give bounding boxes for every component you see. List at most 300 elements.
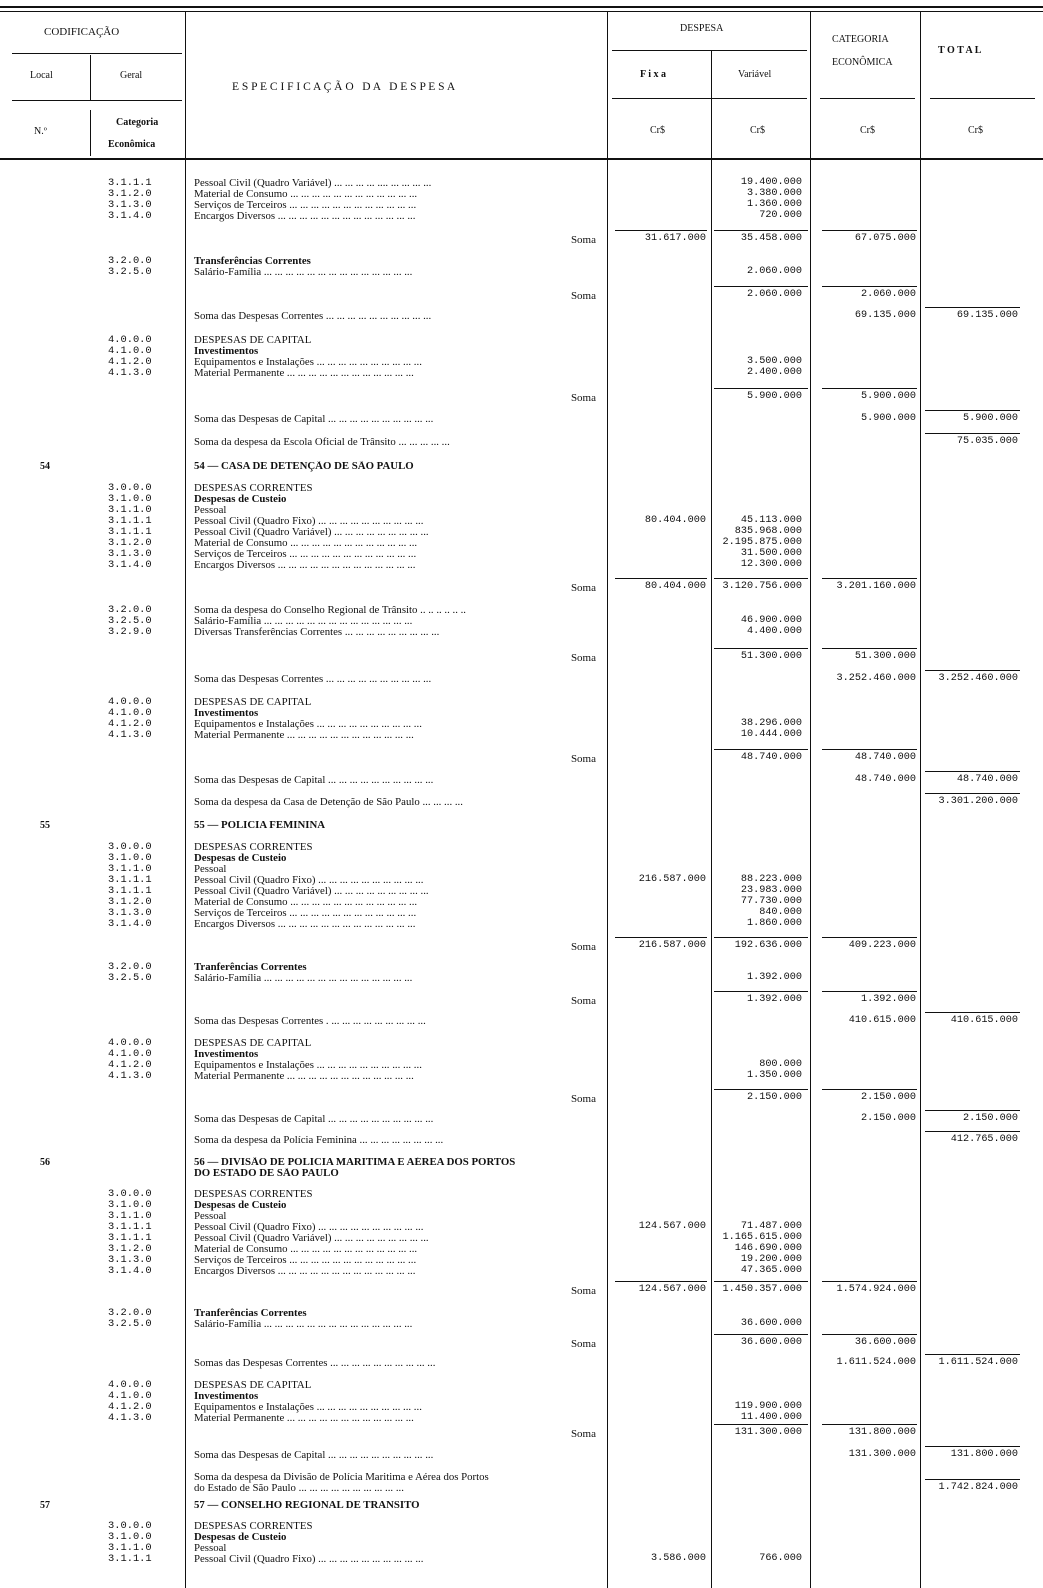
subtotal-rule	[822, 230, 917, 231]
rule-local-geral-2	[90, 110, 91, 156]
expense-description: Investimentos	[194, 346, 259, 357]
expense-description: Pessoal Civil (Quadro Fixo) ... ... ... ... ... ... ... ... ... ...	[194, 1222, 424, 1233]
fixa-value: 80.404.000	[644, 581, 706, 592]
header-bottom-rule	[0, 158, 1043, 160]
expense-description: Pessoal Civil (Quadro Fixo) ... ... ... ... ... ... ... ... ... ...	[194, 875, 424, 886]
variavel-value: 77.730.000	[740, 896, 802, 907]
categoria-economica-value: 5.900.000	[860, 391, 916, 402]
expense-description: Investimentos	[194, 708, 259, 719]
variavel-value: 840.000	[759, 907, 802, 918]
subtotal-rule	[714, 1089, 808, 1090]
despesa-heading: DESPESA	[680, 23, 724, 34]
fixa-label: F i x a	[640, 69, 667, 80]
economic-category-code: 3.1.0.0	[108, 1531, 152, 1543]
categoria-economica-value: 67.075.000	[854, 233, 916, 244]
economic-category-code: 4.1.0.0	[108, 707, 152, 719]
economic-category-code: 3.1.4.0	[108, 210, 152, 222]
variavel-value: 2.195.875.000	[722, 537, 802, 548]
economic-category-code: 4.1.3.0	[108, 1412, 152, 1424]
especificacao-heading: E S P E C I F I C A Ç Ã O D A D E S P E S A	[232, 81, 456, 93]
subtotal-rule	[714, 648, 808, 649]
expense-description: Somas das Despesas Correntes ... ... ... ... ... ... ... ... ... ...	[194, 1358, 436, 1369]
economic-category-code: 4.1.2.0	[108, 1059, 152, 1071]
variavel-value: 12.300.000	[740, 559, 802, 570]
economic-category-code: 3.1.3.0	[108, 907, 152, 919]
expense-description: Pessoal Civil (Quadro Variável) ... ... ... ... .... ... ... ... ...	[194, 178, 432, 189]
expense-description: Pessoal	[194, 505, 227, 516]
economic-category-code: 4.0.0.0	[108, 1379, 152, 1391]
expense-description: Equipamentos e Instalações ... ... ... ... ... ... ... ... ... ...	[194, 357, 422, 368]
variavel-value: 1.392.000	[746, 994, 802, 1005]
variavel-value: 46.900.000	[740, 615, 802, 626]
no-label: N.º	[34, 126, 47, 137]
expense-description: Pessoal Civil (Quadro Variável) ... ... ... ... ... ... ... ... ...	[194, 1233, 429, 1244]
variavel-value: 71.487.000	[740, 1221, 802, 1232]
subtotal-rule	[714, 230, 808, 231]
expense-description: Salário-Família ... ... ... ... ... ... ... ... ... ... ... ... ... ...	[194, 1319, 413, 1330]
expense-description: Soma das Despesas de Capital ... ... ... ... ... ... ... ... ... ...	[194, 775, 434, 786]
expense-description: Despesas de Custeio	[194, 853, 287, 864]
categoria-economica-value: 48.740.000	[854, 774, 916, 785]
expense-description: Tranferências Correntes	[194, 1308, 307, 1319]
total-rule-line	[925, 1479, 1020, 1480]
variavel-value: 10.444.000	[740, 729, 802, 740]
total-value: 1.611.524.000	[938, 1357, 1018, 1368]
expense-description: DESPESAS DE CAPITAL	[194, 1038, 312, 1049]
unit-number: 55	[40, 820, 50, 831]
total-rule-line	[925, 670, 1020, 671]
economic-category-code: 3.1.1.0	[108, 863, 152, 875]
subtotal-rule	[615, 937, 707, 938]
categoria-economica-value: 3.252.460.000	[836, 673, 916, 684]
variavel-value: 4.400.000	[746, 626, 802, 637]
expense-description: do Estado de São Paulo ... ... ... ... ... ... ... ... ... ...	[194, 1483, 404, 1494]
cat-rule	[820, 98, 915, 99]
expense-description: Pessoal	[194, 1543, 227, 1554]
categoria-economica-value: 131.800.000	[848, 1427, 916, 1438]
economic-category-code: 3.0.0.0	[108, 1520, 152, 1532]
expense-description: DESPESAS DE CAPITAL	[194, 697, 312, 708]
total-value: 75.035.000	[956, 436, 1018, 447]
expense-description: Salário-Família ... ... ... ... ... ... ... ... ... ... ... ... ... ...	[194, 616, 413, 627]
economic-category-code: 4.1.0.0	[108, 1390, 152, 1402]
subtotal-rule	[822, 648, 917, 649]
expense-description: 57 — CONSELHO REGIONAL DE TRANSITO	[194, 1500, 420, 1511]
total-rule	[930, 98, 1035, 99]
variavel-value: 2.060.000	[746, 266, 802, 277]
total-value: 48.740.000	[956, 774, 1018, 785]
expense-description: Serviços de Terceiros ... ... ... ... ... ... ... ... ... ... ... ...	[194, 200, 417, 211]
expense-description: Soma da despesa da Escola Oficial de Trânsito ... ... ... ... ...	[194, 437, 450, 448]
expense-description: Pessoal Civil (Quadro Variável) ... ... ... ... ... ... ... ... ...	[194, 527, 429, 538]
expense-description: Encargos Diversos ... ... ... ... ... ... ... ... ... ... ... ... ...	[194, 919, 416, 930]
soma-label: Soma	[570, 753, 596, 765]
variavel-value: 11.400.000	[740, 1412, 802, 1423]
economic-category-code: 3.0.0.0	[108, 482, 152, 494]
economic-category-code: 3.1.3.0	[108, 548, 152, 560]
economic-category-code: 3.1.3.0	[108, 199, 152, 211]
expense-description: Material de Consumo ... ... ... ... ... ... ... ... ... ... ... ...	[194, 538, 418, 549]
economic-category-code: 4.1.0.0	[108, 345, 152, 357]
economic-category-code: 3.2.5.0	[108, 1318, 152, 1330]
soma-label: Soma	[570, 652, 596, 664]
expense-description: DESPESAS CORRENTES	[194, 1521, 313, 1532]
expense-description: Material de Consumo ... ... ... ... ... ... ... ... ... ... ... ...	[194, 189, 418, 200]
variavel-value: 1.165.615.000	[722, 1232, 802, 1243]
expense-description: 56 — DIVISÃO DE POLICIA MARITIMA E AÉREA DOS PORTOS	[194, 1157, 516, 1168]
economic-category-code: 4.0.0.0	[108, 1037, 152, 1049]
expense-description: Material Permanente ... ... ... ... ... ... ... ... ... ... ... ...	[194, 368, 414, 379]
economic-category-code: 3.1.2.0	[108, 896, 152, 908]
expense-description: Soma da despesa da Divisão de Polícia Maritima e Aérea dos Portos	[194, 1472, 489, 1483]
economic-category-code: 3.1.1.1	[108, 526, 152, 538]
subtotal-rule	[822, 1089, 917, 1090]
expense-description: Soma das Despesas de Capital ... ... ... ... ... ... ... ... ... ...	[194, 1450, 434, 1461]
subtotal-rule	[714, 578, 808, 579]
expense-description: Soma das Despesas Correntes ... ... ... ... ... ... ... ... ... ...	[194, 311, 432, 322]
total-value: 2.150.000	[962, 1113, 1018, 1124]
variavel-value: 146.690.000	[734, 1243, 802, 1254]
top-rule	[0, 6, 1043, 8]
expense-description: Equipamentos e Instalações ... ... ... ... ... ... ... ... ... ...	[194, 1060, 422, 1071]
economic-category-code: 3.0.0.0	[108, 841, 152, 853]
fixa-value: 124.567.000	[638, 1221, 706, 1232]
variavel-value: 45.113.000	[740, 515, 802, 526]
total-value: 69.135.000	[956, 310, 1018, 321]
subtotal-rule	[822, 578, 917, 579]
expense-description: Material de Consumo ... ... ... ... ... ... ... ... ... ... ... ...	[194, 897, 418, 908]
rule-variavel-cat	[810, 11, 811, 1588]
economic-category-code: 3.2.5.0	[108, 266, 152, 278]
variavel-value: 36.600.000	[740, 1318, 802, 1329]
variavel-value: 35.458.000	[740, 233, 802, 244]
subtotal-rule	[822, 937, 917, 938]
categoria-economica-value: 69.135.000	[854, 310, 916, 321]
expense-description: Despesas de Custeio	[194, 1532, 287, 1543]
economic-category-code: 3.2.0.0	[108, 604, 152, 616]
economic-category-code: 4.1.2.0	[108, 1401, 152, 1413]
total-value: 410.615.000	[950, 1015, 1018, 1026]
variavel-label: Variável	[738, 69, 772, 80]
variavel-value: 2.400.000	[746, 367, 802, 378]
codif-rule	[12, 53, 182, 54]
categoria-economica-value: 1.611.524.000	[836, 1357, 916, 1368]
total-value: 1.742.824.000	[938, 1482, 1018, 1493]
despesa-rule	[612, 50, 807, 51]
total-rule-line	[925, 1446, 1020, 1447]
economic-category-code: 4.1.3.0	[108, 729, 152, 741]
rule-local-geral	[90, 55, 91, 101]
economic-category-code: 3.1.4.0	[108, 559, 152, 571]
currency-variavel: Cr$	[750, 125, 765, 136]
expense-description: Material de Consumo ... ... ... ... ... ... ... ... ... ... ... ...	[194, 1244, 418, 1255]
categoria-economica-value: 1.574.924.000	[836, 1284, 916, 1295]
categoria-economica-value: 2.150.000	[860, 1092, 916, 1103]
categoria-economica-label-2: ECONÔMICA	[832, 57, 893, 68]
economic-category-code: 3.1.1.1	[108, 1232, 152, 1244]
subtotal-rule	[714, 286, 808, 287]
subtotal-rule	[822, 1334, 917, 1335]
categoria-economica-value: 36.600.000	[854, 1337, 916, 1348]
variavel-value: 48.740.000	[740, 752, 802, 763]
variavel-value: 192.636.000	[734, 940, 802, 951]
currency-fixa: Cr$	[650, 125, 665, 136]
economic-category-code: 4.0.0.0	[108, 696, 152, 708]
categoria-economica-value: 5.900.000	[860, 413, 916, 424]
soma-label: Soma	[570, 1338, 596, 1350]
expense-description: Diversas Transferências Correntes ... ... ... ... ... ... ... ... ...	[194, 627, 440, 638]
expense-description: DESPESAS CORRENTES	[194, 1189, 313, 1200]
economic-category-code: 4.1.2.0	[108, 718, 152, 730]
subtotal-rule	[822, 991, 917, 992]
fixa-value: 31.617.000	[644, 233, 706, 244]
variavel-value: 131.300.000	[734, 1427, 802, 1438]
total-value: 3.252.460.000	[938, 673, 1018, 684]
variavel-value: 19.400.000	[740, 177, 802, 188]
categoria-economica-value: 51.300.000	[854, 651, 916, 662]
variavel-value: 36.600.000	[740, 1337, 802, 1348]
expense-description: 54 — CASA DE DETENÇÃO DE SÃO PAULO	[194, 461, 414, 472]
economic-category-code: 3.1.2.0	[108, 1243, 152, 1255]
expense-description: Serviços de Terceiros ... ... ... ... ... ... ... ... ... ... ... ...	[194, 549, 417, 560]
fixa-value: 3.586.000	[650, 1553, 706, 1564]
economic-category-code: 3.1.1.0	[108, 1542, 152, 1554]
total-rule-line	[925, 1354, 1020, 1355]
economica-label: Econômica	[108, 139, 156, 150]
rule-codes-spec	[185, 11, 186, 1588]
expense-description: Salário-Família ... ... ... ... ... ... ... ... ... ... ... ... ... ...	[194, 973, 413, 984]
expense-description: Equipamentos e Instalações ... ... ... ... ... ... ... ... ... ...	[194, 719, 422, 730]
economic-category-code: 3.1.3.0	[108, 1254, 152, 1266]
soma-label: Soma	[570, 234, 596, 246]
total-rule-line	[925, 307, 1020, 308]
variavel-value: 3.120.756.000	[722, 581, 802, 592]
total-rule-line	[925, 433, 1020, 434]
rule-fixa-variavel	[711, 50, 712, 1588]
economic-category-code: 3.2.9.0	[108, 626, 152, 638]
expense-description: Investimentos	[194, 1049, 259, 1060]
expense-description: Salário-Família ... ... ... ... ... ... ... ... ... ... ... ... ... ...	[194, 267, 413, 278]
soma-label: Soma	[570, 1285, 596, 1297]
variavel-value: 2.150.000	[746, 1092, 802, 1103]
soma-label: Soma	[570, 392, 596, 404]
despesa-rule-2	[612, 98, 807, 99]
subtotal-rule	[714, 991, 808, 992]
economic-category-code: 3.1.0.0	[108, 1199, 152, 1211]
soma-label: Soma	[570, 1093, 596, 1105]
expense-description: DESPESAS DE CAPITAL	[194, 1380, 312, 1391]
expense-description: Pessoal	[194, 864, 227, 875]
expense-description: Material Permanente ... ... ... ... ... ... ... ... ... ... ... ...	[194, 730, 414, 741]
economic-category-code: 3.1.2.0	[108, 537, 152, 549]
economic-category-code: 3.1.2.0	[108, 188, 152, 200]
economic-category-code: 4.1.0.0	[108, 1048, 152, 1060]
total-value: 5.900.000	[962, 413, 1018, 424]
subtotal-rule	[714, 1424, 808, 1425]
soma-label: Soma	[570, 995, 596, 1007]
variavel-value: 1.860.000	[746, 918, 802, 929]
expense-description: Pessoal	[194, 1211, 227, 1222]
soma-label: Soma	[570, 1428, 596, 1440]
categoria-economica-value: 410.615.000	[848, 1015, 916, 1026]
codif-rule-2	[12, 100, 182, 101]
economic-category-code: 3.1.4.0	[108, 1265, 152, 1277]
expense-description: DO ESTADO DE SÃO PAULO	[194, 1168, 339, 1179]
variavel-value: 31.500.000	[740, 548, 802, 559]
categoria-economica-value: 131.300.000	[848, 1449, 916, 1460]
variavel-value: 5.900.000	[746, 391, 802, 402]
economic-category-code: 3.1.1.1	[108, 1221, 152, 1233]
soma-label: Soma	[570, 941, 596, 953]
variavel-value: 88.223.000	[740, 874, 802, 885]
economic-category-code: 3.1.1.1	[108, 177, 152, 189]
total-rule-line	[925, 1110, 1020, 1111]
variavel-value: 835.968.000	[734, 526, 802, 537]
subtotal-rule	[822, 388, 917, 389]
economic-category-code: 3.0.0.0	[108, 1188, 152, 1200]
expense-description: Transferências Correntes	[194, 256, 311, 267]
expense-description: Pessoal Civil (Quadro Fixo) ... ... ... ... ... ... ... ... ... ...	[194, 1554, 424, 1565]
soma-label: Soma	[570, 290, 596, 302]
categoria-economica-value: 3.201.160.000	[836, 581, 916, 592]
expense-description: Material Permanente ... ... ... ... ... ... ... ... ... ... ... ...	[194, 1071, 414, 1082]
economic-category-code: 3.2.5.0	[108, 972, 152, 984]
variavel-value: 1.392.000	[746, 972, 802, 983]
variavel-value: 3.380.000	[746, 188, 802, 199]
subtotal-rule	[714, 388, 808, 389]
economic-category-code: 3.1.0.0	[108, 493, 152, 505]
fixa-value: 216.587.000	[638, 940, 706, 951]
subtotal-rule	[822, 1424, 917, 1425]
categoria-economica-label-1: CATEGORIA	[832, 34, 889, 45]
subtotal-rule	[714, 1334, 808, 1335]
categoria-economica-value: 1.392.000	[860, 994, 916, 1005]
variavel-value: 19.200.000	[740, 1254, 802, 1265]
expense-description: Material Permanente ... ... ... ... ... ... ... ... ... ... ... ...	[194, 1413, 414, 1424]
unit-number: 57	[40, 1500, 50, 1511]
subtotal-rule	[714, 749, 808, 750]
expense-description: DESPESAS CORRENTES	[194, 483, 313, 494]
economic-category-code: 3.1.1.1	[108, 885, 152, 897]
subtotal-rule	[822, 749, 917, 750]
subtotal-rule	[714, 937, 808, 938]
variavel-value: 720.000	[759, 210, 802, 221]
expense-description: Serviços de Terceiros ... ... ... ... ... ... ... ... ... ... ... ...	[194, 1255, 417, 1266]
subtotal-rule	[822, 1281, 917, 1282]
economic-category-code: 3.1.1.1	[108, 1553, 152, 1565]
geral-label: Geral	[120, 70, 143, 81]
economic-category-code: 3.1.1.1	[108, 874, 152, 886]
expense-description: Soma das Despesas Correntes ... ... ... ... ... ... ... ... ... ...	[194, 674, 432, 685]
economic-category-code: 3.1.4.0	[108, 918, 152, 930]
unit-number: 56	[40, 1157, 50, 1168]
currency-total: Cr$	[968, 125, 983, 136]
categoria-economica-value: 2.060.000	[860, 289, 916, 300]
total-rule-line	[925, 1131, 1020, 1132]
economic-category-code: 3.1.0.0	[108, 852, 152, 864]
subtotal-rule	[714, 1281, 808, 1282]
economic-category-code: 4.1.3.0	[108, 367, 152, 379]
economic-category-code: 3.2.0.0	[108, 961, 152, 973]
expense-description: Soma da despesa do Conselho Regional de Trânsito .. .. .. .. .. ..	[194, 605, 467, 616]
categoria-economica-value: 48.740.000	[854, 752, 916, 763]
subtotal-rule	[822, 286, 917, 287]
codificacao-label: CODIFICAÇÃO	[44, 26, 120, 38]
expense-description: Encargos Diversos ... ... ... ... ... ... ... ... ... ... ... ... ...	[194, 211, 416, 222]
variavel-value: 1.350.000	[746, 1070, 802, 1081]
economic-category-code: 3.2.0.0	[108, 1307, 152, 1319]
fixa-value: 80.404.000	[644, 515, 706, 526]
economic-category-code: 3.1.1.0	[108, 504, 152, 516]
variavel-value: 23.983.000	[740, 885, 802, 896]
subtotal-rule	[615, 230, 707, 231]
expense-description: Soma das Despesas de Capital ... ... ... ... ... ... ... ... ... ...	[194, 1114, 434, 1125]
expense-description: Encargos Diversos ... ... ... ... ... ... ... ... ... ... ... ... ...	[194, 560, 416, 571]
total-rule-line	[925, 771, 1020, 772]
economic-category-code: 3.1.1.1	[108, 515, 152, 527]
expense-description: Tranferências Correntes	[194, 962, 307, 973]
rule-spec-fixa	[607, 11, 608, 1588]
economic-category-code: 4.1.3.0	[108, 1070, 152, 1082]
categoria-economica-value: 2.150.000	[860, 1113, 916, 1124]
total-rule-line	[925, 410, 1020, 411]
expense-description: Encargos Diversos ... ... ... ... ... ... ... ... ... ... ... ... ...	[194, 1266, 416, 1277]
expense-description: Equipamentos e Instalações ... ... ... ... ... ... ... ... ... ...	[194, 1402, 422, 1413]
expense-description: Soma das Despesas Correntes . ... ... ... ... ... ... ... ... ...	[194, 1016, 426, 1027]
rule-cat-total	[920, 11, 921, 1588]
expense-description: Pessoal Civil (Quadro Fixo) ... ... ... ... ... ... ... ... ... ...	[194, 516, 424, 527]
expense-description: Soma da despesa da Polícia Feminina ... ... ... ... ... ... ... ...	[194, 1135, 444, 1146]
fixa-value: 124.567.000	[638, 1284, 706, 1295]
subtotal-rule	[615, 1281, 707, 1282]
expense-description: Despesas de Custeio	[194, 494, 287, 505]
variavel-value: 51.300.000	[740, 651, 802, 662]
economic-category-code: 4.0.0.0	[108, 334, 152, 346]
variavel-value: 2.060.000	[746, 289, 802, 300]
total-rule-line	[925, 793, 1020, 794]
expense-description: DESPESAS DE CAPITAL	[194, 335, 312, 346]
economic-category-code: 3.2.5.0	[108, 615, 152, 627]
expense-description: Pessoal Civil (Quadro Variável) ... ... ... ... ... ... ... ... ...	[194, 886, 429, 897]
economic-category-code: 3.2.0.0	[108, 255, 152, 267]
variavel-value: 3.500.000	[746, 356, 802, 367]
economic-category-code: 4.1.2.0	[108, 356, 152, 368]
variavel-value: 800.000	[759, 1059, 802, 1070]
total-value: 131.800.000	[950, 1449, 1018, 1460]
variavel-value: 38.296.000	[740, 718, 802, 729]
economic-category-code: 3.1.1.0	[108, 1210, 152, 1222]
variavel-value: 47.365.000	[740, 1265, 802, 1276]
local-label: Local	[30, 70, 53, 81]
currency-categoria: Cr$	[860, 125, 875, 136]
categoria-label: Categoria	[116, 117, 159, 128]
unit-number: 54	[40, 461, 50, 472]
expense-description: Despesas de Custeio	[194, 1200, 287, 1211]
soma-label: Soma	[570, 582, 596, 594]
subtotal-rule	[615, 578, 707, 579]
variavel-value: 1.360.000	[746, 199, 802, 210]
total-value: 412.765.000	[950, 1134, 1018, 1145]
expense-description: Investimentos	[194, 1391, 259, 1402]
categoria-economica-value: 409.223.000	[848, 940, 916, 951]
total-heading: T O T A L	[938, 45, 982, 56]
expense-description: DESPESAS CORRENTES	[194, 842, 313, 853]
variavel-value: 1.450.357.000	[722, 1284, 802, 1295]
top-rule-thin	[0, 11, 1043, 12]
fixa-value: 216.587.000	[638, 874, 706, 885]
expense-description: Serviços de Terceiros ... ... ... ... ... ... ... ... ... ... ... ...	[194, 908, 417, 919]
variavel-value: 766.000	[759, 1553, 802, 1564]
